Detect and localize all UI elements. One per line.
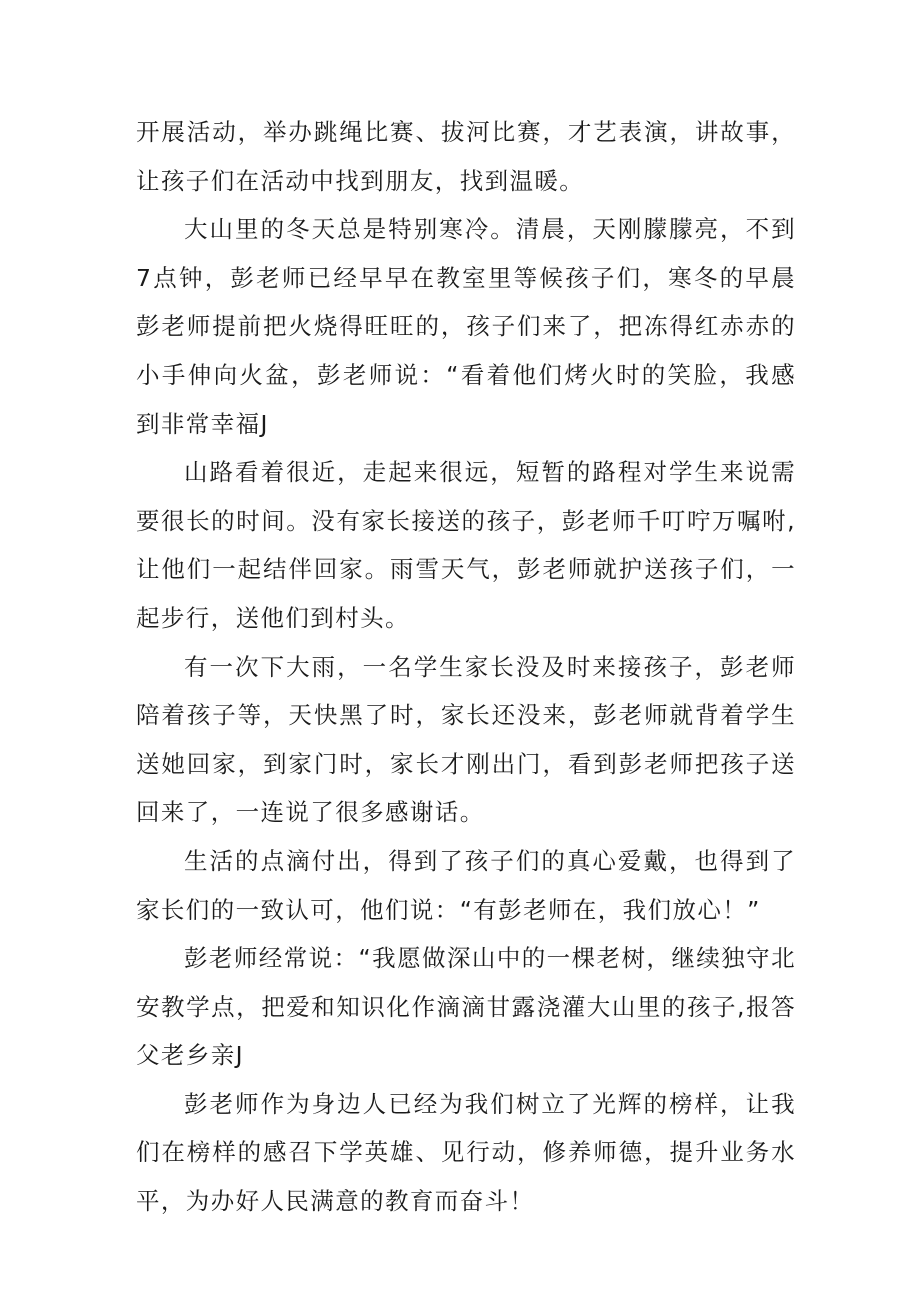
- paragraph-4: 有一次下大雨，一名学生家长没及时来接孩子，彭老师陪着孩子等，天快黑了时，家长还没来，彭老师就背着学生送她回家，到家门时，家长才刚出门，看到彭老师把孩子送回来了，一连说了很多感谢话。: [136, 652, 796, 827]
- paragraph-7: 彭老师作为身边人已经为我们树立了光辉的榜样，让我们在榜样的感召下学英雄、见行动，修养师德，提升业务水平，为办好人民满意的教育而奋斗！: [136, 1089, 796, 1216]
- paragraph-6: 彭老师经常说：“我愿做深山中的一棵老树，继续独守北安教学点，把爱和知识化作滴滴甘露浇灌大山里的孩子,报答父老乡亲J: [136, 944, 796, 1070]
- paragraph-1: 开展活动，举办跳绳比赛、拔河比赛，才艺表演，讲故事，让孩子们在活动中找到朋友，找到温暖。: [136, 118, 796, 195]
- paragraph-2: 大山里的冬天总是特别寒冷。清晨，天刚朦朦亮，不到7点钟，彭老师已经早早在教室里等候孩子们，寒冬的早晨彭老师提前把火烧得旺旺的，孩子们来了，把冻得红赤赤的小手伸向火盆，彭老师说：“看着他们烤火时的笑脸，我感到非常幸福J: [136, 215, 796, 438]
- document-body: [136, 108, 796, 1226]
- paragraph-5: 生活的点滴付出，得到了孩子们的真心爱戴，也得到了家长们的一致认可，他们说：“有彭老师在，我们放心！”: [136, 846, 796, 924]
- paragraph-3: 山路看着很近，走起来很远，短暂的路程对学生来说需要很长的时间。没有家长接送的孩子，彭老师千叮咛万嘱咐,让他们一起结伴回家。雨雪天气，彭老师就护送孩子们，一起步行，送他们到村头。: [136, 458, 796, 632]
